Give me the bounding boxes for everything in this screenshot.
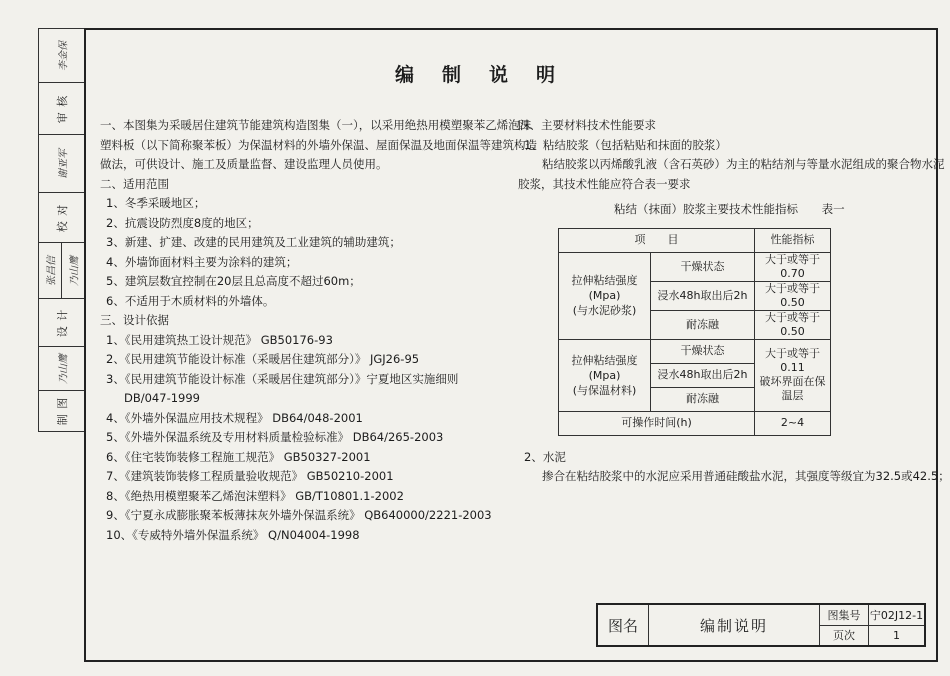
table-header-row: [559, 228, 831, 252]
title-block-meta: [820, 605, 924, 645]
design-label: 设 计: [55, 308, 69, 337]
reference-item: 2、《民用建筑节能设计标准（采暖居住建筑部分）》 JGJ26-95: [106, 352, 420, 366]
signature-name: 张昌信: [46, 255, 58, 286]
review-label: 审 核: [55, 94, 69, 123]
section-4-heading: 四、主要材料技术性能要求: [518, 118, 656, 132]
paragraph-line: 掺合在粘结胶浆中的水泥应采用普通硅酸盐水泥，其强度等级宜为32.5或42.5；: [542, 469, 950, 483]
value-cell: 大于或等于0.70: [755, 252, 831, 281]
reference-item: 4、《外墙外保温应用技术规程》 DB64/048-2001: [106, 410, 363, 425]
draw-label: 制 图: [55, 396, 69, 426]
value-cell: [755, 339, 831, 411]
page-number: 1: [893, 628, 900, 642]
operation-time-value: 2~4: [755, 411, 831, 435]
check-cell: [39, 193, 84, 243]
atlas-number-label: 图集号: [820, 605, 869, 625]
reference-item: 5、《外墙外保温系统及专用材料质量检验标准》 DB64/265-2003: [106, 430, 444, 444]
value-line: 破坏界面在保温层: [759, 375, 826, 402]
right-column: [518, 116, 950, 487]
condition-cell: 浸水48h取出后2h: [651, 363, 755, 387]
reference-item-continued: DB/047-1999: [124, 391, 200, 405]
value-cell: 大于或等于0.50: [755, 281, 831, 310]
reference-item: 1、《民用建筑热工设计规范》 GB50176-93: [106, 332, 333, 347]
condition-cell: 耐冻融: [651, 387, 755, 411]
scope-item: 3、新建、扩建、改建的民用建筑及工业建筑的辅助建筑；: [106, 235, 401, 249]
subsection-heading: 1、粘结胶浆（包括粘贴和抹面的胶浆）: [524, 137, 727, 152]
group-label-line: (Mpa): [588, 289, 621, 302]
signature-name: 乃山鹰: [58, 353, 69, 384]
group-label: [559, 252, 651, 339]
condition-cell: 干燥状态: [651, 252, 755, 281]
table-number: 表一: [821, 202, 845, 216]
section-3-heading: 三、设计依据: [100, 313, 169, 327]
group-label-line: 拉伸粘结强度: [571, 353, 638, 367]
signature-cell: [39, 135, 84, 193]
draw-cell: [39, 391, 84, 431]
condition-cell: 浸水48h取出后2h: [651, 281, 755, 310]
atlas-number: 宁02J12-1: [869, 608, 924, 622]
paragraph-line: 胶浆，其技术性能应符合表一要求: [518, 176, 691, 191]
value-cell: 大于或等于0.50: [755, 310, 831, 339]
signature-cell: [39, 243, 84, 299]
left-column: [100, 116, 537, 545]
group-label-line: (与水泥砂浆): [572, 304, 637, 317]
paragraph-line: 粘结胶浆以丙烯酸乳液（含石英砂）为主的粘结剂与等量水泥组成的聚合物水泥: [542, 157, 945, 171]
page-number-label: 页次: [820, 626, 869, 646]
reference-item: 8、《绝热用模塑聚苯乙烯泡沫塑料》 GB/T10801.1-2002: [106, 488, 404, 503]
spec-table: [558, 228, 831, 436]
review-cell: [39, 83, 84, 135]
signature-name: 李金保: [58, 40, 69, 71]
signature-name: 谢亚军: [58, 148, 69, 179]
group-label-line: 拉伸粘结强度: [571, 274, 638, 287]
page-title: 编制说明: [394, 64, 583, 86]
subsection-heading: 2、水泥: [524, 449, 566, 464]
section-1-line: 一、本图集为采暖居住建筑节能建筑构造图集（一），以采用绝热用模塑聚苯乙烯泡沫: [100, 118, 532, 132]
table-row: [559, 252, 831, 281]
drawing-name-label: 图名: [598, 605, 649, 645]
reference-item: 9、《宁夏永成膨胀聚苯板薄抹灰外墙外保温系统》 QB640000/2221-2003: [106, 508, 492, 522]
condition-cell: 干燥状态: [651, 339, 755, 363]
table-row: [559, 339, 831, 363]
signature-cell: [39, 347, 84, 391]
signature-name: 乃山鹰: [69, 255, 81, 286]
section-1-line: 做法，可供设计、施工及质量监督、建设监理人员使用。: [100, 157, 388, 171]
section-1-line: 塑料板（以下简称聚苯板）为保温材料的外墙外保温、屋面保温及地面保温等建筑构造: [100, 137, 537, 152]
page-row: [820, 626, 924, 646]
scope-item: 2、抗震设防烈度8度的地区；: [106, 215, 259, 230]
operation-time-label: 可操作时间(h): [559, 411, 755, 435]
group-label: [559, 339, 651, 411]
signature-strip: [38, 28, 84, 432]
group-label-line: (与保温材料): [572, 383, 637, 397]
value-line: 大于或等于0.11: [765, 347, 820, 374]
reference-item: 3、《民用建筑节能设计标准（采暖居住建筑部分）》宁夏地区实施细则: [106, 371, 459, 386]
reference-item: 7、《建筑装饰装修工程质量验收规范》 GB50210-2001: [106, 469, 394, 483]
scope-item: 5、建筑层数宜控制在20层且总高度不超过60m；: [106, 274, 361, 288]
condition-cell: 耐冻融: [651, 310, 755, 339]
table-title: 粘结（抹面）胶浆主要技术性能指标: [614, 202, 798, 216]
design-cell: [39, 299, 84, 347]
title-block: [596, 603, 926, 647]
drawing-name: 编制说明: [649, 605, 820, 645]
check-label: 校 对: [55, 203, 69, 232]
table-row: [559, 411, 831, 435]
reference-item: 10、《专威特外墙外保温系统》 Q/N04004-1998: [106, 527, 360, 542]
section-2-heading: 二、适用范围: [100, 176, 169, 191]
scope-item: 4、外墙饰面材料主要为涂料的建筑；: [106, 254, 298, 269]
scope-item: 1、冬季采暖地区；: [106, 196, 206, 210]
atlas-row: [820, 605, 924, 626]
header-value: 性能指标: [755, 228, 831, 252]
header-item: 项 目: [559, 228, 755, 252]
reference-item: 6、《住宅装饰装修工程施工规范》 GB50327-2001: [106, 449, 371, 464]
scope-item: 6、不适用于木质材料的外墙体。: [106, 293, 275, 308]
group-label-line: (Mpa): [588, 368, 621, 382]
table-caption: [518, 200, 928, 220]
